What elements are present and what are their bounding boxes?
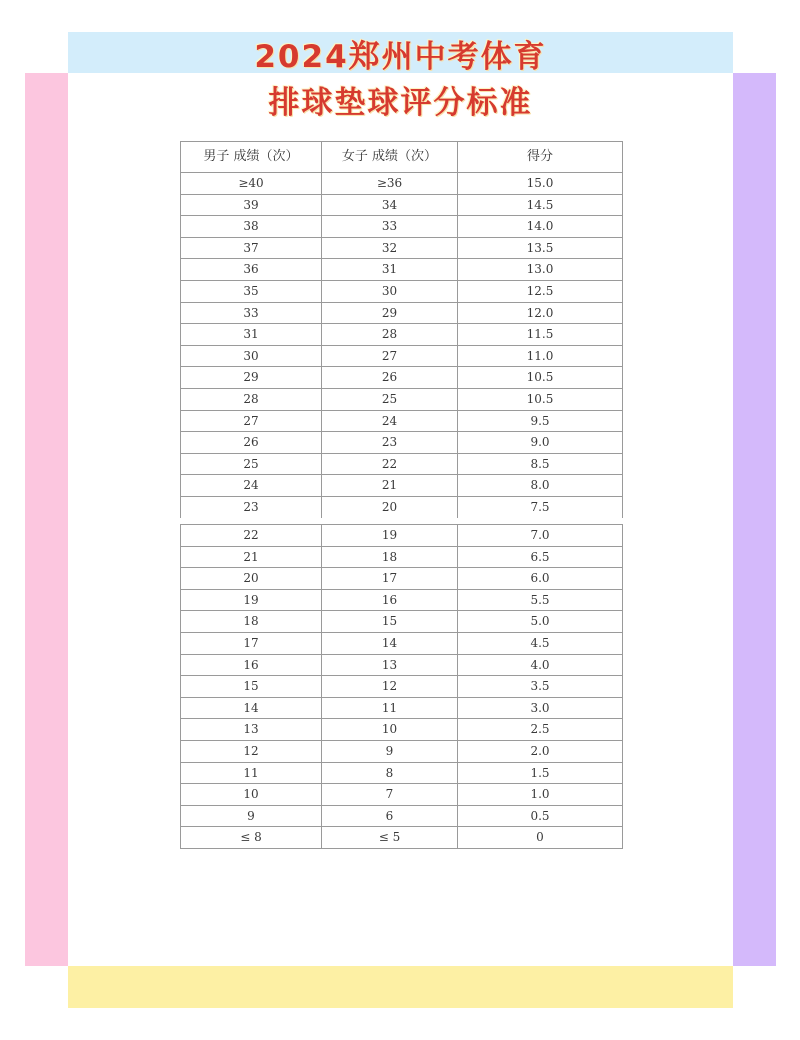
table-row: [181, 259, 623, 281]
table-row: [181, 784, 623, 806]
cell-female-count: 23: [322, 432, 458, 454]
table-header-row: [181, 142, 623, 173]
table-row: [181, 697, 623, 719]
cell-points: 4.5: [458, 632, 623, 654]
header-female-score: 女子 成绩（次）: [322, 142, 458, 173]
table-row: [181, 194, 623, 216]
table-row: [181, 475, 623, 497]
cell-male-count: 39: [181, 194, 322, 216]
cell-male-count: ≤ 8: [181, 827, 322, 849]
cell-points: 0: [458, 827, 623, 849]
cell-male-count: 26: [181, 432, 322, 454]
cell-female-count: 31: [322, 259, 458, 281]
cell-male-count: 21: [181, 546, 322, 568]
table-row: [181, 388, 623, 410]
cell-male-count: 29: [181, 367, 322, 389]
cell-male-count: ≥40: [181, 173, 322, 195]
cell-points: 1.5: [458, 762, 623, 784]
cell-female-count: 27: [322, 345, 458, 367]
table-row: [181, 237, 623, 259]
table-row: [181, 762, 623, 784]
score-table-section-a: [180, 141, 622, 518]
cell-male-count: 18: [181, 611, 322, 633]
cell-female-count: 32: [322, 237, 458, 259]
cell-female-count: ≤ 5: [322, 827, 458, 849]
cell-points: 10.5: [458, 388, 623, 410]
cell-points: 12.5: [458, 280, 623, 302]
cell-male-count: 10: [181, 784, 322, 806]
cell-points: 2.5: [458, 719, 623, 741]
cell-male-count: 11: [181, 762, 322, 784]
cell-female-count: 25: [322, 388, 458, 410]
cell-male-count: 16: [181, 654, 322, 676]
table-row: [181, 676, 623, 698]
table-row: [181, 611, 623, 633]
table-row: [181, 632, 623, 654]
cell-male-count: 33: [181, 302, 322, 324]
cell-male-count: 28: [181, 388, 322, 410]
cell-points: 10.5: [458, 367, 623, 389]
decorative-band-right: [733, 73, 776, 966]
cell-female-count: 14: [322, 632, 458, 654]
table-row: [181, 173, 623, 195]
decorative-band-left: [25, 73, 68, 966]
cell-points: 8.5: [458, 453, 623, 475]
table-row: [181, 568, 623, 590]
cell-male-count: 31: [181, 324, 322, 346]
cell-male-count: 23: [181, 496, 322, 517]
cell-male-count: 12: [181, 740, 322, 762]
cell-points: 5.5: [458, 589, 623, 611]
cell-female-count: 20: [322, 496, 458, 517]
cell-female-count: 21: [322, 475, 458, 497]
cell-points: 12.0: [458, 302, 623, 324]
cell-points: 11.5: [458, 324, 623, 346]
cell-points: 13.0: [458, 259, 623, 281]
cell-points: 8.0: [458, 475, 623, 497]
cell-points: 6.5: [458, 546, 623, 568]
cell-points: 9.5: [458, 410, 623, 432]
cell-female-count: 6: [322, 805, 458, 827]
cell-male-count: 22: [181, 525, 322, 547]
table-row: [181, 740, 623, 762]
header-points: 得分: [458, 142, 623, 173]
table-row: [181, 805, 623, 827]
cell-female-count: 10: [322, 719, 458, 741]
score-table-continued: [180, 524, 623, 849]
cell-male-count: 17: [181, 632, 322, 654]
cell-male-count: 19: [181, 589, 322, 611]
table-row: [181, 453, 623, 475]
cell-female-count: 7: [322, 784, 458, 806]
cell-points: 0.5: [458, 805, 623, 827]
cell-male-count: 35: [181, 280, 322, 302]
cell-male-count: 36: [181, 259, 322, 281]
table-row: [181, 546, 623, 568]
title-line-1: 2024郑州中考体育: [254, 39, 547, 75]
table-row: [181, 432, 623, 454]
decorative-band-bottom: [68, 966, 733, 1008]
cell-female-count: 16: [322, 589, 458, 611]
cell-female-count: 30: [322, 280, 458, 302]
cell-male-count: 25: [181, 453, 322, 475]
cell-female-count: 13: [322, 654, 458, 676]
cell-female-count: 33: [322, 216, 458, 238]
cell-female-count: 34: [322, 194, 458, 216]
table-row: [181, 496, 623, 517]
cell-female-count: 26: [322, 367, 458, 389]
cell-female-count: 19: [322, 525, 458, 547]
cell-points: 6.0: [458, 568, 623, 590]
cell-female-count: 9: [322, 740, 458, 762]
cell-female-count: 28: [322, 324, 458, 346]
score-table: [180, 141, 623, 518]
cell-female-count: 17: [322, 568, 458, 590]
table-row: [181, 589, 623, 611]
table-row: [181, 324, 623, 346]
cell-points: 3.0: [458, 697, 623, 719]
score-table-section-b: [180, 524, 622, 849]
cell-male-count: 24: [181, 475, 322, 497]
cell-points: 2.0: [458, 740, 623, 762]
cell-female-count: 11: [322, 697, 458, 719]
cell-male-count: 30: [181, 345, 322, 367]
cell-points: 14.5: [458, 194, 623, 216]
cell-male-count: 37: [181, 237, 322, 259]
cell-female-count: 24: [322, 410, 458, 432]
table-body-b: [181, 525, 623, 849]
cell-male-count: 15: [181, 676, 322, 698]
cell-points: 4.0: [458, 654, 623, 676]
cell-male-count: 20: [181, 568, 322, 590]
title-line-2: 排球垫球评分标准: [268, 85, 533, 121]
cell-points: 9.0: [458, 432, 623, 454]
cell-female-count: ≥36: [322, 173, 458, 195]
cell-female-count: 8: [322, 762, 458, 784]
cell-points: 7.5: [458, 496, 623, 517]
cell-female-count: 22: [322, 453, 458, 475]
table-body-a: [181, 173, 623, 518]
cell-female-count: 15: [322, 611, 458, 633]
cell-male-count: 14: [181, 697, 322, 719]
table-row: [181, 280, 623, 302]
cell-female-count: 18: [322, 546, 458, 568]
table-row: [181, 719, 623, 741]
cell-points: 15.0: [458, 173, 623, 195]
cell-points: 14.0: [458, 216, 623, 238]
cell-male-count: 27: [181, 410, 322, 432]
cell-points: 5.0: [458, 611, 623, 633]
table-row: [181, 302, 623, 324]
page-title: [68, 34, 733, 126]
table-row: [181, 410, 623, 432]
cell-male-count: 13: [181, 719, 322, 741]
cell-points: 11.0: [458, 345, 623, 367]
table-row: [181, 654, 623, 676]
cell-male-count: 9: [181, 805, 322, 827]
cell-points: 1.0: [458, 784, 623, 806]
header-male-score: 男子 成绩（次）: [181, 142, 322, 173]
cell-male-count: 38: [181, 216, 322, 238]
table-row: [181, 345, 623, 367]
cell-points: 13.5: [458, 237, 623, 259]
cell-points: 7.0: [458, 525, 623, 547]
table-row: [181, 367, 623, 389]
table-row: [181, 525, 623, 547]
table-row: [181, 827, 623, 849]
cell-female-count: 12: [322, 676, 458, 698]
table-row: [181, 216, 623, 238]
cell-points: 3.5: [458, 676, 623, 698]
cell-female-count: 29: [322, 302, 458, 324]
